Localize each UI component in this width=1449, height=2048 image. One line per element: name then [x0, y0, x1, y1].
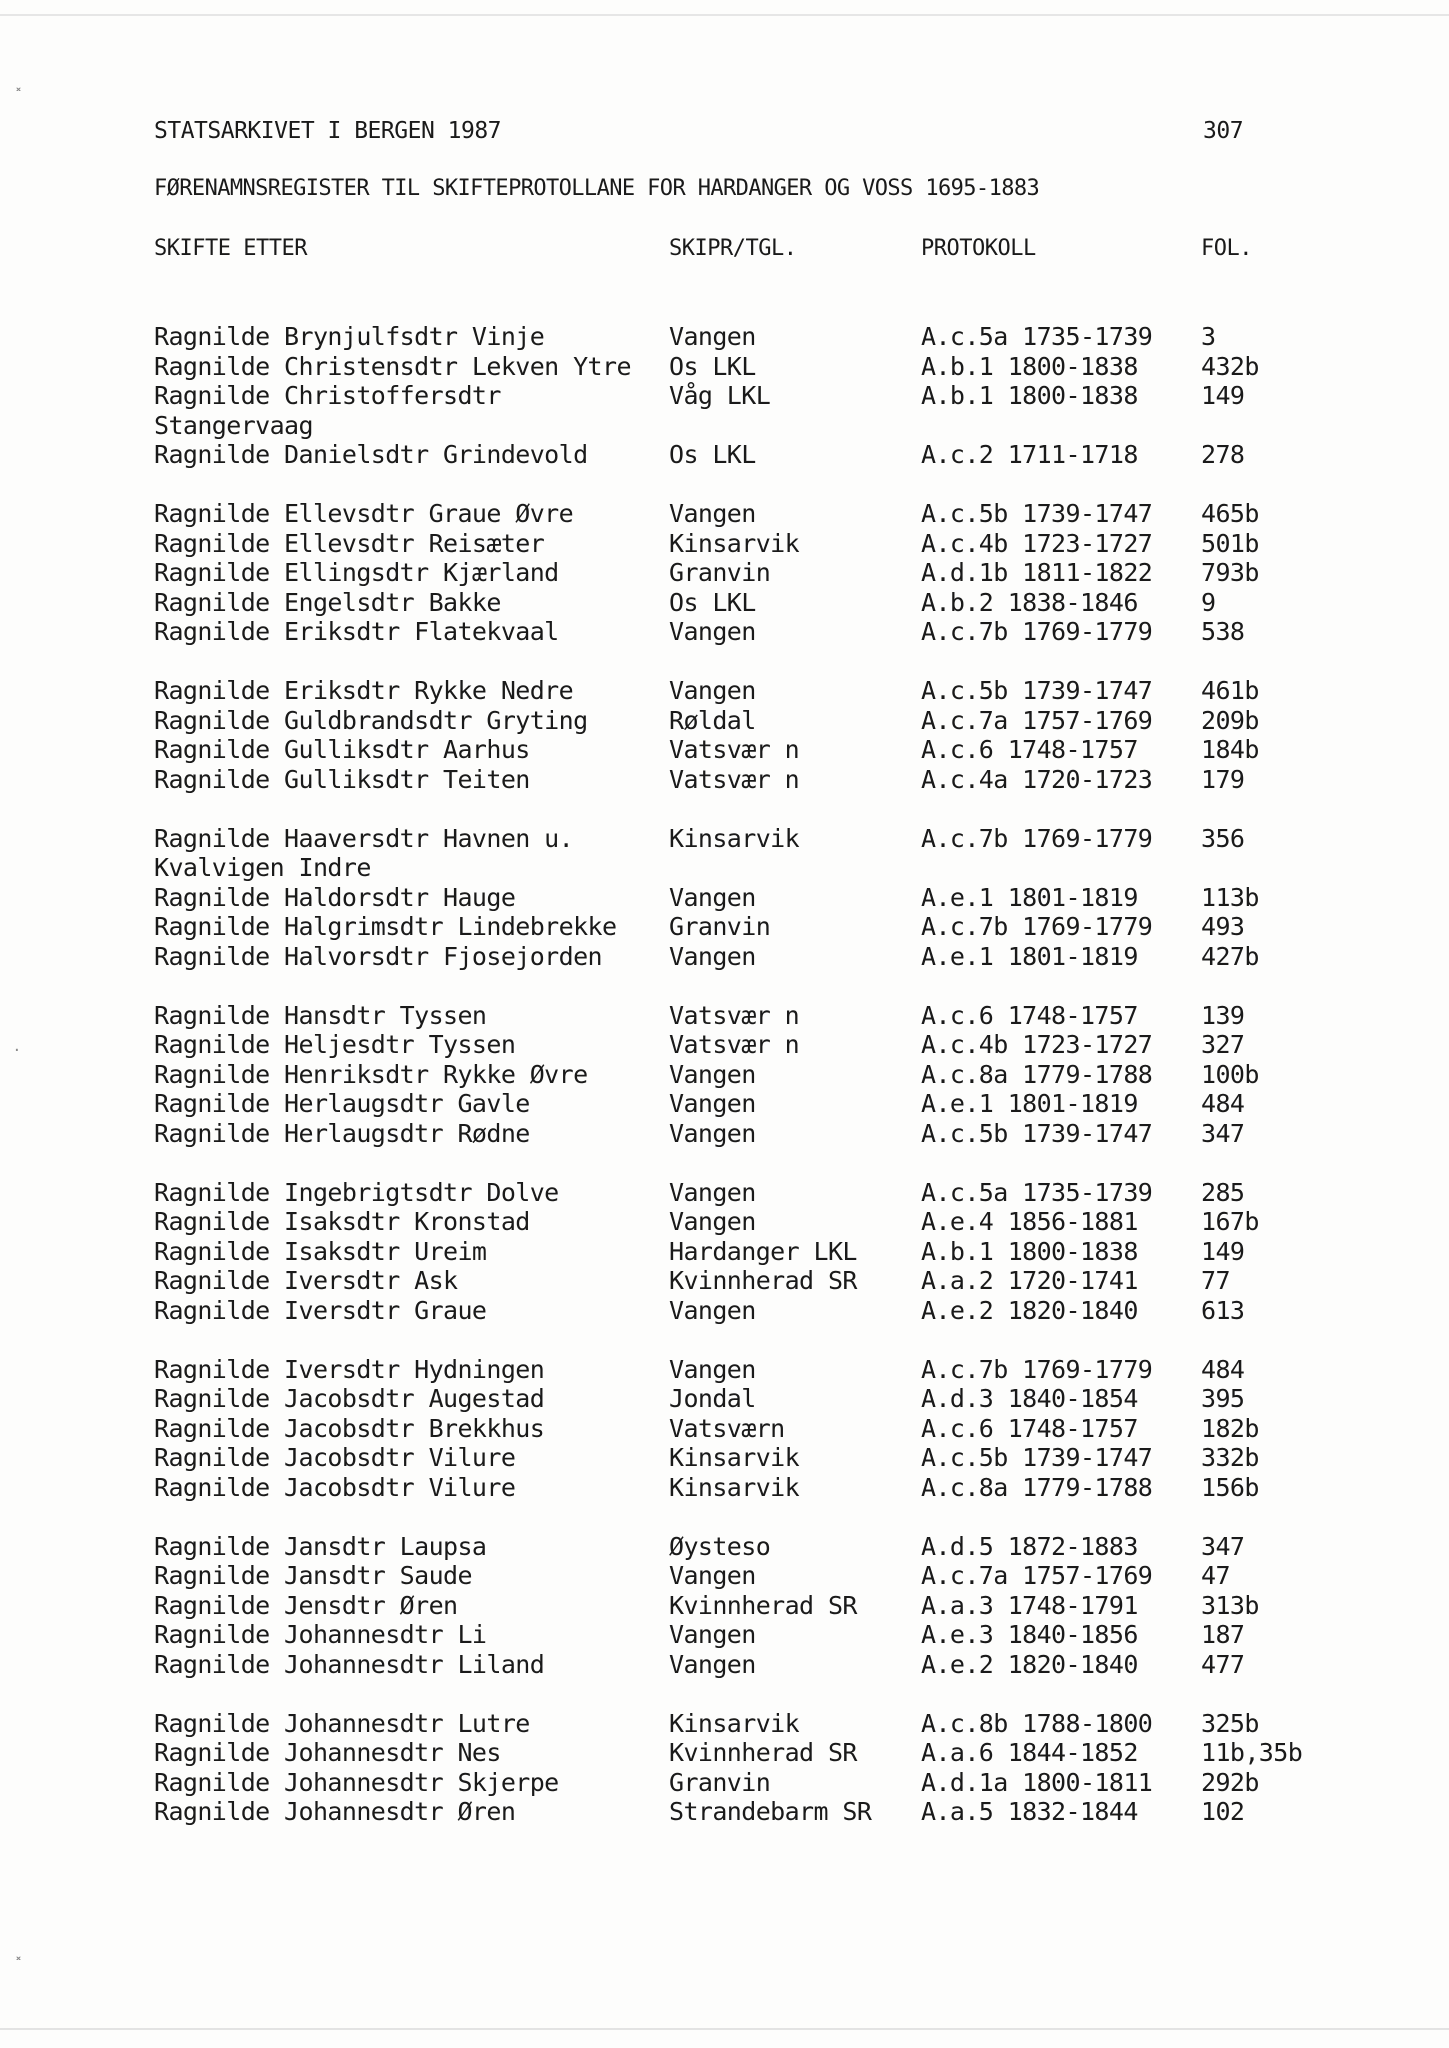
table-row — [0, 883, 1449, 913]
table-row — [0, 381, 1449, 411]
entry-folio: 427b — [1201, 941, 1259, 971]
entry-folio: 149 — [1201, 1236, 1245, 1266]
entry-name: Ragnilde Halgrimsdtr Lindebrekke — [154, 912, 617, 941]
entry-court: Vangen — [669, 1295, 756, 1325]
entry-court: Vatsvær n — [669, 764, 800, 794]
table-row — [0, 1532, 1449, 1562]
column-header-folio: FOL. — [1201, 236, 1252, 261]
entry-court: Granvin — [669, 558, 771, 587]
entry-folio: 395 — [1201, 1384, 1245, 1413]
entry-folio: 278 — [1201, 440, 1245, 469]
entry-name: Ragnilde Isaksdtr Kronstad — [154, 1207, 530, 1236]
entry-name: Ragnilde Heljesdtr Tyssen — [154, 1030, 516, 1059]
table-row — [0, 440, 1449, 470]
entry-court: Vangen — [669, 617, 756, 646]
entry-name: Ragnilde Christensdtr Lekven Ytre — [154, 351, 631, 381]
entry-court: Vangen — [669, 322, 756, 351]
entry-court: Vangen — [669, 1354, 756, 1384]
scan-edge-bottom — [0, 2028, 1449, 2030]
table-row — [0, 1650, 1449, 1680]
table-row — [0, 1296, 1449, 1326]
entry-court: Granvin — [669, 1767, 771, 1797]
entry-court: Røldal — [669, 705, 756, 735]
entry-folio: 613 — [1201, 1295, 1245, 1325]
entry-folio: 465b — [1201, 499, 1259, 528]
entry-name: Ragnilde Iversdtr Graue — [154, 1295, 487, 1325]
entry-protocol: A.c.6 1748-1757 — [921, 735, 1138, 764]
entry-protocol: A.b.2 1838-1846 — [921, 587, 1138, 617]
entry-court: Os LKL — [669, 587, 756, 617]
entry-name: Ragnilde Jansdtr Saude — [154, 1561, 472, 1590]
entry-name-continuation: Stangervaag — [154, 410, 313, 440]
entry-court: Kinsarvik — [669, 1443, 800, 1472]
entry-court: Vangen — [669, 1620, 756, 1649]
entry-protocol: A.c.7b 1769-1779 — [921, 1354, 1153, 1384]
entry-folio: 432b — [1201, 351, 1259, 381]
entry-court: Jondal — [669, 1384, 756, 1413]
entry-court: Granvin — [669, 912, 771, 941]
entry-court: Vangen — [669, 499, 756, 528]
entry-folio: 9 — [1201, 587, 1216, 617]
entry-court: Os LKL — [669, 440, 756, 469]
table-row — [0, 912, 1449, 942]
entry-protocol: A.c.7a 1757-1769 — [921, 1561, 1153, 1590]
entry-name: Ragnilde Johannesdtr Øren — [154, 1797, 516, 1826]
entry-name: Ragnilde Ellingsdtr Kjærland — [154, 558, 559, 587]
entry-protocol: A.c.4b 1723-1727 — [921, 528, 1153, 558]
entry-name: Ragnilde Gulliksdtr Teiten — [154, 764, 530, 794]
entry-folio: 209b — [1201, 705, 1259, 735]
entry-court: Kinsarvik — [669, 1708, 800, 1738]
entry-court: Vatsvær n — [669, 1030, 800, 1059]
entry-court: Vangen — [669, 1059, 756, 1089]
entry-protocol: A.e.2 1820-1840 — [921, 1295, 1138, 1325]
entry-protocol: A.a.3 1748-1791 — [921, 1590, 1138, 1620]
table-row — [0, 1620, 1449, 1650]
entry-protocol: A.b.1 1800-1838 — [921, 351, 1138, 381]
table-row — [0, 1119, 1449, 1149]
table-row — [0, 529, 1449, 559]
entry-name: Ragnilde Ingebrigtsdtr Dolve — [154, 1177, 559, 1207]
table-row — [0, 1030, 1449, 1060]
entry-protocol: A.c.5b 1739-1747 — [921, 1118, 1153, 1148]
entry-folio: 501b — [1201, 528, 1259, 558]
entry-name: Ragnilde Isaksdtr Ureim — [154, 1236, 487, 1266]
entry-name: Ragnilde Johannesdtr Lutre — [154, 1708, 530, 1738]
entry-name: Ragnilde Gulliksdtr Aarhus — [154, 735, 530, 764]
entry-court: Kvinnherad SR — [669, 1590, 857, 1620]
entry-name: Ragnilde Engelsdtr Bakke — [154, 587, 501, 617]
scan-speck: ˟ — [14, 1955, 23, 1976]
entry-folio: 3 — [1201, 322, 1216, 351]
table-row — [0, 617, 1449, 647]
entry-name: Ragnilde Guldbrandsdtr Gryting — [154, 705, 588, 735]
table-row — [0, 1001, 1449, 1031]
entry-folio: 77 — [1201, 1266, 1230, 1295]
entry-folio: 325b — [1201, 1708, 1259, 1738]
entry-court: Vangen — [669, 1118, 756, 1148]
entry-folio: 102 — [1201, 1797, 1245, 1826]
entry-court: Vatsvær n — [669, 1000, 800, 1030]
table-row — [0, 1591, 1449, 1621]
entry-protocol: A.c.8b 1788-1800 — [921, 1708, 1153, 1738]
entry-name: Ragnilde Ellevsdtr Graue Øvre — [154, 499, 574, 528]
entry-protocol: A.e.3 1840-1856 — [921, 1620, 1138, 1649]
entry-name: Ragnilde Jacobsdtr Vilure — [154, 1472, 516, 1502]
entry-protocol: A.a.2 1720-1741 — [921, 1266, 1138, 1295]
entry-name: Ragnilde Brynjulfsdtr Vinje — [154, 322, 545, 351]
table-row — [0, 499, 1449, 529]
table-row — [0, 1473, 1449, 1503]
entry-folio: 461b — [1201, 676, 1259, 705]
entry-protocol: A.c.5b 1739-1747 — [921, 676, 1153, 705]
entry-protocol: A.c.7b 1769-1779 — [921, 617, 1153, 646]
entry-name: Ragnilde Johannesdtr Nes — [154, 1738, 501, 1767]
table-row — [0, 1060, 1449, 1090]
entry-protocol: A.c.8a 1779-1788 — [921, 1472, 1153, 1502]
table-row — [0, 1384, 1449, 1414]
entry-court: Hardanger LKL — [669, 1236, 857, 1266]
entry-name: Ragnilde Iversdtr Ask — [154, 1266, 458, 1295]
entry-court: Vatsværn — [669, 1413, 785, 1443]
entry-protocol: A.c.4a 1720-1723 — [921, 764, 1153, 794]
entry-name: Ragnilde Jansdtr Laupsa — [154, 1531, 487, 1561]
entry-folio: 538 — [1201, 617, 1245, 646]
table-row — [0, 558, 1449, 588]
entry-folio: 356 — [1201, 823, 1245, 853]
entry-folio: 167b — [1201, 1207, 1259, 1236]
entry-protocol: A.b.1 1800-1838 — [921, 1236, 1138, 1266]
entry-protocol: A.e.4 1856-1881 — [921, 1207, 1138, 1236]
page-number: 307 — [1203, 118, 1244, 144]
entry-protocol: A.c.7b 1769-1779 — [921, 912, 1153, 941]
entry-court: Vangen — [669, 1089, 756, 1118]
entry-folio: 347 — [1201, 1118, 1245, 1148]
table-row — [0, 322, 1449, 352]
entry-folio: 332b — [1201, 1443, 1259, 1472]
entry-folio: 477 — [1201, 1649, 1245, 1679]
entry-name: Ragnilde Jacobsdtr Augestad — [154, 1384, 545, 1413]
entry-protocol: A.c.7a 1757-1769 — [921, 705, 1153, 735]
entry-court: Vangen — [669, 941, 756, 971]
entry-name: Ragnilde Herlaugsdtr Gavle — [154, 1089, 530, 1118]
entry-name: Ragnilde Ellevsdtr Reisæter — [154, 528, 545, 558]
table-row — [0, 1207, 1449, 1237]
entry-protocol: A.d.5 1872-1883 — [921, 1531, 1138, 1561]
entry-folio: 484 — [1201, 1354, 1245, 1384]
entry-folio: 793b — [1201, 558, 1259, 587]
entry-folio: 179 — [1201, 764, 1245, 794]
entry-protocol: A.c.5a 1735-1739 — [921, 1177, 1153, 1207]
entry-name: Ragnilde Jacobsdtr Brekkhus — [154, 1413, 545, 1443]
entry-folio: 484 — [1201, 1089, 1245, 1118]
entry-name: Ragnilde Eriksdtr Flatekvaal — [154, 617, 559, 646]
entry-folio: 184b — [1201, 735, 1259, 764]
table-row — [0, 1709, 1449, 1739]
entry-court: Kvinnherad SR — [669, 1738, 857, 1767]
table-row — [0, 706, 1449, 736]
entry-protocol: A.e.2 1820-1840 — [921, 1649, 1138, 1679]
entry-protocol: A.b.1 1800-1838 — [921, 381, 1138, 410]
entry-folio: 187 — [1201, 1620, 1245, 1649]
entry-name: Ragnilde Danielsdtr Grindevold — [154, 440, 588, 469]
archive-title: STATSARKIVET I BERGEN 1987 — [154, 118, 502, 144]
column-header-protocol: PROTOKOLL — [921, 236, 1036, 261]
entry-folio: 292b — [1201, 1767, 1259, 1797]
table-row — [0, 1414, 1449, 1444]
entry-protocol: A.c.2 1711-1718 — [921, 440, 1138, 469]
table-row — [0, 1443, 1449, 1473]
entry-protocol: A.c.5a 1735-1739 — [921, 322, 1153, 351]
entry-name: Ragnilde Jensdtr Øren — [154, 1590, 458, 1620]
entry-court: Vangen — [669, 1561, 756, 1590]
scan-edge-top — [0, 14, 1449, 16]
table-row — [0, 1797, 1449, 1827]
entry-folio: 327 — [1201, 1030, 1245, 1059]
entry-protocol: A.e.1 1801-1819 — [921, 882, 1138, 912]
entry-protocol: A.c.4b 1723-1727 — [921, 1030, 1153, 1059]
entry-protocol: A.c.6 1748-1757 — [921, 1000, 1138, 1030]
entry-court: Kvinnherad SR — [669, 1266, 857, 1295]
entry-name: Ragnilde Johannesdtr Liland — [154, 1649, 545, 1679]
entry-protocol: A.d.1b 1811-1822 — [921, 558, 1153, 587]
entry-folio: 11b,35b — [1201, 1738, 1303, 1767]
entry-folio: 156b — [1201, 1472, 1259, 1502]
entry-folio: 347 — [1201, 1531, 1245, 1561]
table-row — [0, 1178, 1449, 1208]
entry-court: Os LKL — [669, 351, 756, 381]
entry-folio: 493 — [1201, 912, 1245, 941]
table-row — [0, 1237, 1449, 1267]
entry-court: Vangen — [669, 1207, 756, 1236]
entry-protocol: A.e.1 1801-1819 — [921, 941, 1138, 971]
table-row — [0, 765, 1449, 795]
scan-speck: · — [14, 1040, 20, 1061]
entry-name-continuation: Kvalvigen Indre — [154, 853, 371, 882]
scan-speck: ˟ — [14, 86, 23, 107]
entry-folio: 285 — [1201, 1177, 1245, 1207]
entry-court: Vangen — [669, 676, 756, 705]
entry-name: Ragnilde Johannesdtr Li — [154, 1620, 487, 1649]
entry-court: Vangen — [669, 882, 756, 912]
table-row — [0, 942, 1449, 972]
entry-folio: 47 — [1201, 1561, 1230, 1590]
table-row — [0, 1738, 1449, 1768]
entry-protocol: A.c.5b 1739-1747 — [921, 1443, 1153, 1472]
entry-folio: 139 — [1201, 1000, 1245, 1030]
column-header-court: SKIPR/TGL. — [669, 236, 797, 261]
register-subtitle: FØRENAMNSREGISTER TIL SKIFTEPROTOLLANE FOR HARDANGER OG VOSS 1695-1883 — [154, 176, 1040, 201]
entry-protocol: A.c.8a 1779-1788 — [921, 1059, 1153, 1089]
entry-folio: 113b — [1201, 882, 1259, 912]
entry-name: Ragnilde Johannesdtr Skjerpe — [154, 1767, 559, 1797]
table-row — [0, 735, 1449, 765]
entry-name: Ragnilde Henriksdtr Rykke Øvre — [154, 1059, 588, 1089]
entry-protocol: A.c.7b 1769-1779 — [921, 823, 1153, 853]
entry-court: Vangen — [669, 1649, 756, 1679]
entry-folio: 100b — [1201, 1059, 1259, 1089]
entry-court: Kinsarvik — [669, 528, 800, 558]
entry-protocol: A.d.3 1840-1854 — [921, 1384, 1138, 1413]
entry-protocol: A.a.6 1844-1852 — [921, 1738, 1138, 1767]
entry-court: Kinsarvik — [669, 1472, 800, 1502]
entry-name: Ragnilde Haaversdtr Havnen u. — [154, 823, 574, 853]
table-row — [0, 1266, 1449, 1296]
entry-protocol: A.e.1 1801-1819 — [921, 1089, 1138, 1118]
entry-protocol: A.a.5 1832-1844 — [921, 1797, 1138, 1826]
entry-court: Våg LKL — [669, 381, 771, 410]
entry-name: Ragnilde Jacobsdtr Vilure — [154, 1443, 516, 1472]
entry-court: Strandebarm SR — [669, 1797, 872, 1826]
entry-court: Kinsarvik — [669, 823, 800, 853]
table-row — [0, 1561, 1449, 1591]
entry-name: Ragnilde Halvorsdtr Fjosejorden — [154, 941, 602, 971]
entry-name: Ragnilde Haldorsdtr Hauge — [154, 882, 516, 912]
table-row — [0, 1089, 1449, 1119]
entry-name: Ragnilde Hansdtr Tyssen — [154, 1000, 487, 1030]
entry-name: Ragnilde Eriksdtr Rykke Nedre — [154, 676, 574, 705]
entry-protocol: A.c.5b 1739-1747 — [921, 499, 1153, 528]
entry-name: Ragnilde Herlaugsdtr Rødne — [154, 1118, 530, 1148]
table-row — [0, 352, 1449, 382]
entry-protocol: A.d.1a 1800-1811 — [921, 1767, 1153, 1797]
entry-protocol: A.c.6 1748-1757 — [921, 1413, 1138, 1443]
entry-folio: 149 — [1201, 381, 1245, 410]
table-row — [0, 1768, 1449, 1798]
entry-folio: 182b — [1201, 1413, 1259, 1443]
table-row — [0, 1355, 1449, 1385]
entry-name: Ragnilde Christoffersdtr — [154, 381, 501, 410]
entry-court: Vatsvær n — [669, 735, 800, 764]
entry-folio: 313b — [1201, 1590, 1259, 1620]
column-header-name: SKIFTE ETTER — [154, 236, 307, 261]
entry-court: Øysteso — [669, 1531, 771, 1561]
table-row — [0, 824, 1449, 854]
entry-name: Ragnilde Iversdtr Hydningen — [154, 1354, 545, 1384]
table-row — [0, 588, 1449, 618]
table-row — [0, 676, 1449, 706]
entry-court: Vangen — [669, 1177, 756, 1207]
